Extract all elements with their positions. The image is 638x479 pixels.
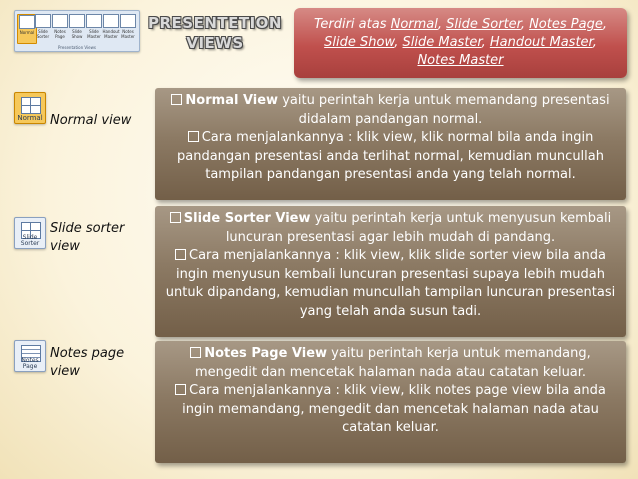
icon-label: Slide Sorter — [20, 234, 40, 247]
header-text: Terdiri atas Normal, Slide Sorter, Notes Page, Slide Show, Slide Master, Handout Master, Notes Master — [314, 17, 607, 68]
checkbox-bullet-icon — [190, 347, 201, 358]
ribbon-button-label: Notes Master — [121, 29, 135, 39]
bullet-item — [165, 382, 616, 438]
section-label-normal: Normal view — [50, 113, 132, 128]
slide-show-icon — [69, 14, 85, 28]
checkbox-bullet-icon — [188, 131, 199, 142]
bullet-term: Normal View — [185, 93, 279, 108]
header-view-item: Notes Page — [529, 17, 603, 32]
bullet-item — [165, 247, 616, 321]
bullet-text: yaitu perintah kerja untuk memandang presentasi didalam pandangan normal. — [278, 93, 610, 127]
ribbon-button-label: Handout Master — [102, 29, 120, 39]
bullet-text: Cara menjalankannya : klik view, klik normal bila anda ingin pandangan presentasi anda terlihat normal, kemudian muncullah tampilan pandangan presentasi anda yang telah normal. — [176, 130, 604, 182]
header-view-item: Slide Master — [402, 35, 482, 50]
slide-sorter-icon — [14, 217, 46, 249]
header-view-item: Handout Master — [489, 35, 593, 50]
handout-master-icon — [103, 14, 119, 28]
page-title: PRESENTETION VIEWS — [148, 14, 282, 52]
slide-master-icon — [86, 14, 102, 28]
bullet-text: yaitu perintah kerja untuk memandang, mengedit dan mencetak halaman nada atau catatan keluar. — [194, 346, 591, 380]
bullet-term: Notes Page View — [204, 346, 328, 361]
section-label-notes-page: Notes page view — [50, 346, 125, 379]
notes-page-icon — [52, 14, 68, 28]
normal-view-icon — [19, 15, 35, 29]
header-box — [294, 8, 627, 78]
bullet-text: Cara menjalankannya : klik view, klik slide sorter view bila anda ingin menyusun kembali luncuran presentasi supaya lebih mudah untuk dipandang, kemudian muncullah tampilan luncuran presentasi yang telah anda susun tadi. — [165, 248, 616, 319]
content-box-normal — [155, 88, 626, 200]
header-view-item: Notes Master — [417, 53, 504, 68]
checkbox-bullet-icon — [170, 212, 181, 223]
header-view-item: Slide Show — [324, 35, 395, 50]
ribbon-button-label: Notes Page — [54, 29, 66, 39]
icon-label: Normal — [17, 114, 43, 122]
checkbox-bullet-icon — [175, 384, 186, 395]
ribbon-notes-page-button[interactable] — [51, 14, 69, 42]
content-box-notes-page — [155, 341, 626, 463]
checkbox-bullet-icon — [175, 249, 186, 260]
ribbon-slide-show-button[interactable] — [68, 14, 86, 42]
ribbon-button-label: Slide Sorter — [36, 29, 50, 39]
header-view-item: Slide Sorter — [446, 17, 521, 32]
header-prefix: Terdiri atas — [314, 17, 391, 32]
ribbon-handout-master-button[interactable] — [102, 14, 120, 42]
normal-view-icon — [14, 92, 46, 124]
bullet-term: Slide Sorter View — [183, 211, 311, 226]
ribbon-button-label: Slide Show — [71, 29, 83, 39]
ribbon-button-label: Normal — [19, 30, 35, 35]
bullet-item — [165, 345, 616, 382]
notes-page-icon — [14, 340, 46, 372]
ribbon-slide-master-button[interactable] — [85, 14, 103, 42]
ribbon-slide-sorter-button[interactable] — [34, 14, 52, 42]
ribbon-presentation-views — [14, 10, 140, 52]
bullet-item — [165, 92, 616, 129]
section-label-slide-sorter: Slide sorter view — [50, 221, 125, 254]
ribbon-notes-master-button[interactable] — [119, 14, 137, 42]
notes-master-icon — [120, 14, 136, 28]
ribbon-button-label: Slide Master — [87, 29, 101, 39]
content-box-slide-sorter — [155, 206, 626, 337]
checkbox-bullet-icon — [171, 94, 182, 105]
bullet-item — [165, 129, 616, 185]
slide-sorter-icon — [35, 14, 51, 28]
ribbon-group-label: Presentation Views — [58, 45, 96, 50]
icon-label: Notes Page — [21, 357, 39, 370]
bullet-text: yaitu perintah kerja untuk menyusun kembali luncuran presentasi agar lebih mudah di pandang. — [225, 211, 612, 245]
bullet-text: Cara menjalankannya : klik view, klik notes page view bila anda ingin memandang, mengedit dan mencetak halaman nada atau catatan keluar. — [182, 383, 606, 435]
bullet-item — [165, 210, 616, 247]
header-view-item: Normal — [390, 17, 438, 32]
